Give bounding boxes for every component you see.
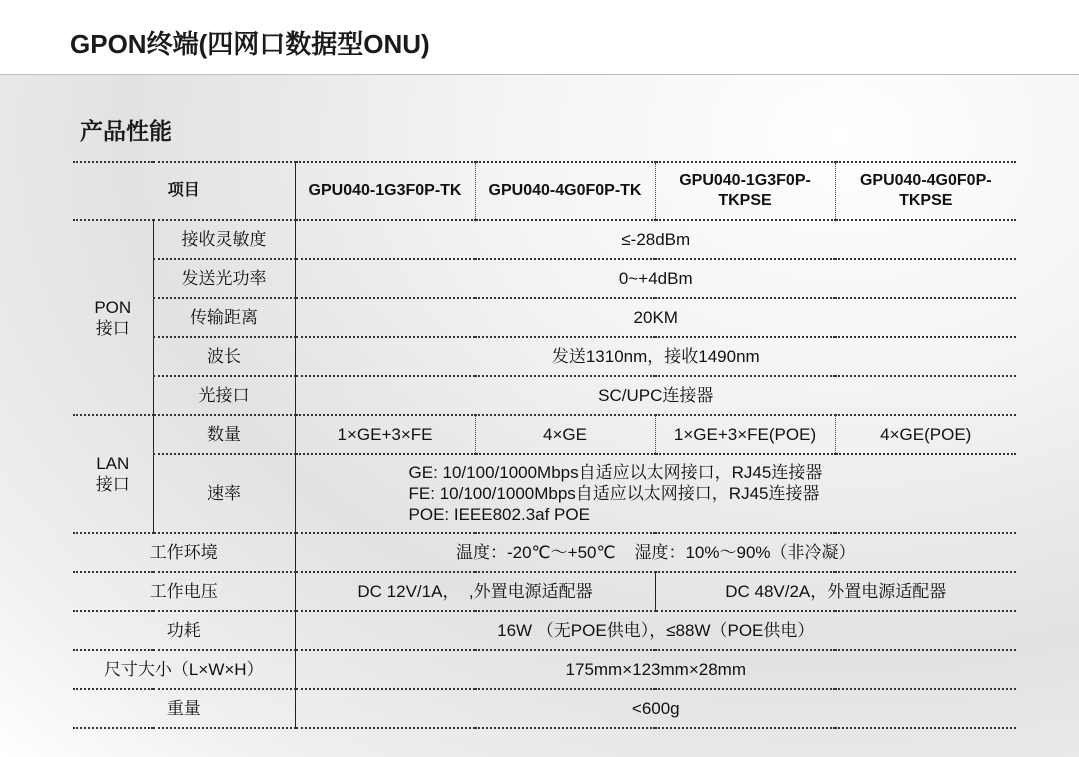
lan-group-text: LAN接口 <box>95 454 130 494</box>
row-label: 光接口 <box>153 376 295 415</box>
header-model-2: GPU040-4G0F0P-TK <box>475 162 655 220</box>
table-row <box>73 650 1016 689</box>
header-model-4: GPU040-4G0F0P-TKPSE <box>835 162 1016 220</box>
voltage-value-a: DC 12V/1A， ,外置电源适配器 <box>295 572 655 611</box>
row-value: 20KM <box>295 298 1016 337</box>
rate-line: FE: 10/100/1000Mbps自适应以太网接口，RJ45连接器 <box>408 484 820 503</box>
row-label: 重量 <box>73 689 295 728</box>
table-row <box>73 259 1016 298</box>
spec-table <box>73 161 1016 729</box>
row-label: 发送光功率 <box>153 259 295 298</box>
lan-count-1: 1×GE+3×FE <box>295 415 475 454</box>
table-row <box>73 415 1016 454</box>
row-value: SC/UPC连接器 <box>295 376 1016 415</box>
lan-rate-value <box>295 454 1016 533</box>
header-item: 项目 <box>73 162 295 220</box>
rate-line: POE: IEEE802.3af POE <box>408 505 590 524</box>
row-value: <600g <box>295 689 1016 728</box>
row-label: 功耗 <box>73 611 295 650</box>
table-row <box>73 298 1016 337</box>
table-row <box>73 689 1016 728</box>
row-value: 16W （无POE供电），≤88W（POE供电） <box>295 611 1016 650</box>
header-row <box>73 162 1016 220</box>
pon-group-label <box>73 220 153 415</box>
section-title: 产品性能 <box>80 118 172 144</box>
row-label: 接收灵敏度 <box>153 220 295 259</box>
row-label: 波长 <box>153 337 295 376</box>
row-label: 速率 <box>153 454 295 533</box>
header-model-1: GPU040-1G3F0P-TK <box>295 162 475 220</box>
voltage-value-b: DC 48V/2A，外置电源适配器 <box>655 572 1016 611</box>
table-row <box>73 533 1016 572</box>
table-row <box>73 337 1016 376</box>
row-value: 温度：-20℃～+50℃ 湿度：10%～90%（非冷凝） <box>295 533 1016 572</box>
table-row <box>73 611 1016 650</box>
row-value: 0~+4dBm <box>295 259 1016 298</box>
row-label: 数量 <box>153 415 295 454</box>
table-row <box>73 376 1016 415</box>
rate-line: GE: 10/100/1000Mbps自适应以太网接口，RJ45连接器 <box>408 463 823 482</box>
page-title: GPON终端(四网口数据型ONU) <box>70 29 430 59</box>
table-row <box>73 220 1016 259</box>
row-label: 传输距离 <box>153 298 295 337</box>
row-value: 175mm×123mm×28mm <box>295 650 1016 689</box>
lan-count-2: 4×GE <box>475 415 655 454</box>
row-label: 尺寸大小（L×W×H） <box>73 650 295 689</box>
lan-count-3: 1×GE+3×FE(POE) <box>655 415 835 454</box>
row-value: ≤-28dBm <box>295 220 1016 259</box>
lan-count-4: 4×GE(POE) <box>835 415 1016 454</box>
table-row <box>73 454 1016 533</box>
header-model-3: GPU040-1G3F0P-TKPSE <box>655 162 835 220</box>
row-value: 发送1310nm，接收1490nm <box>295 337 1016 376</box>
table-row <box>73 572 1016 611</box>
row-label: 工作电压 <box>73 572 295 611</box>
row-label: 工作环境 <box>73 533 295 572</box>
pon-group-text: PON接口 <box>94 297 132 338</box>
lan-group-label <box>73 415 153 533</box>
